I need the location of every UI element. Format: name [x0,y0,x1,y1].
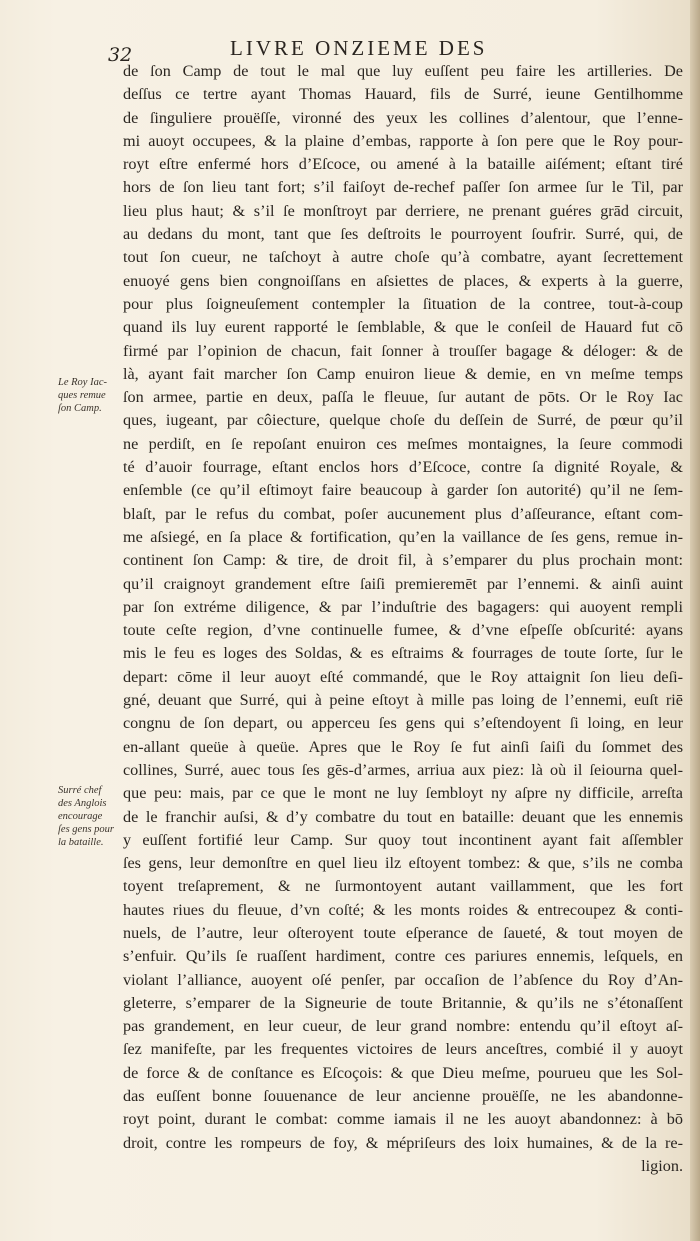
text-line: depart: cōme il leur auoyt eſté commandé, que le Roy attaignit ſon lieu deſi- [123,667,683,686]
text-line: tout ſon cueur, ne taſchoyt à autre choſe qu’à combatre, ayant ſecrettement [123,248,683,267]
text-line: ques, iugeant, par côiecture, quelque choſe du deſſein de Surré, de pœur qu’il [123,411,683,430]
text-line: quand ils luy eurent rapporté le ſemblable, & que le conſeil de Hauard fut cō [123,318,683,337]
text-line: qu’il craignoyt grandement eſtre ſaiſi premieremēt par l’ennemi. & ainſi auint [123,574,683,593]
text-line: gleterre, s’emparer de la Signeurie de toute Britannie, & qu’ils ne s’étonaſſent [123,993,683,1012]
text-line: hors de ſon lieu tant fort; s’il faiſoyt de-rechef paſſer ſon armee ſur le Til, par [123,178,683,197]
text-line: gné, deuant que Surré, qui à peine eſtoyt à mille pas loing de l’ennemi, euſt riē [123,691,683,710]
text-line: nuels, de l’autre, leur oſteroyent toute eſperance de ſaueté, & tout moyen de [123,923,683,942]
margin-note-line: la bataille. [58,837,104,848]
text-line: das euſſent bonne ſouuenance de leur ancienne prouëſſe, ne les abandonne- [123,1087,683,1106]
text-line: royt eſtre enfermé hors d’Eſcoce, ou amené à la bataille aiſément; eſtant tiré [123,155,683,174]
page-edge [690,0,700,1241]
text-line: ſon armee, partie en deux, paſſa le fleuue, ſur autant de pōts. Or le Roy Iac [123,388,683,407]
text-line: en-allant queüe à queüe. Apres que le Roy ſe fut ainſi ſaiſi du ſommet des [123,737,683,756]
text-line: ligion. [641,1156,683,1175]
margin-note-line: ſon Camp. [58,403,102,414]
margin-note-line: ques remue [58,390,106,401]
text-line: ſez manifeſte, par les frequentes victoires de leurs anceſtres, combié il y auoyt [123,1040,683,1059]
text-line: de ſon Camp de tout le mal que luy euſſent peu faire les artilleries. De [123,62,683,80]
page-number: 32 [108,44,133,66]
text-line: collines, Surré, auec tous ſes gēs-d’armes, arriua aux piez: là où il ſeiourna quel- [123,760,683,779]
text-line: blaſt, par le refus du combat, poſer aucunement plus d’aſſeurance, eſtant com- [123,504,683,523]
text-line: continent ſon Camp: & tire, de droit fil, à s’emparer du plus prochain mont: [123,551,683,570]
running-head: LIVRE ONZIEME DES [230,36,488,60]
text-line: té d’auoir fourrage, eſtant enclos hors d’Eſcoce, contre ſa dignité Royale, & [123,458,683,477]
text-line: congnu de ſon depart, ou apperceu ſes gens qui s’eſtendoyent ſi loing, en leur [123,714,683,733]
text-line: ſes gens, leur demonſtre en quel lieu ilz eſtoyent tombez: & que, s’ils ne comba [123,854,683,873]
text-line: lieu plus haut; & s’il ſe monſtroyt par derriere, ne prenant guéres grād circuit, [123,201,683,220]
text-line: que peu: mais, par ce que le mont ne luy ſembloyt ny aſpre ny difficile, arreſta [123,784,683,803]
text-line: hautes riues du fleuue, d’vn coſté; & les monts roides & entrecoupez & conti- [123,900,683,919]
text-line: là, ayant fait marcher ſon Camp enuiron lieue & demie, en vn meſme temps [123,364,683,383]
text-line: ne perdiſt, en ſe repoſant enuiron ces meſmes montaignes, la ſeure commodi [123,434,683,453]
text-line: pas grandement, en leur cueur, de leur grand nombre: entendu qu’il eſtoyt aſ- [123,1017,683,1036]
text-line: par ſon extréme diligence, & par l’induſtrie des bagagers: qui auoyent rempli [123,597,683,616]
margin-note-line: Le Roy Iac- [58,377,107,388]
text-line: pour plus ſoigneuſement contempler la ſituation de la contree, tout-à-coup [123,294,683,313]
text-line: droit, contre les rompeurs de foy, & mépriſeurs des loix humaines, & de la re- [123,1133,683,1152]
body-text [123,60,683,1178]
text-line: au dedans du mont, tant que ſes deſtroits le pourroyent ſoufrir. Surré, qui, de [123,225,683,244]
text-line: enſemble (ce qu’il eſtimoyt faire beaucoup à garder ſon autorité) qu’il ne ſem- [123,481,683,500]
text-line: mi auoyt occupees, & la plaine d’embas, rapporte à ſon pere que le Roy pour- [123,131,683,150]
text-line: deſſus ce tertre ayant Thomas Hauard, fils de Surré, ieune Gentilhomme [123,85,683,104]
text-line: de ſinguliere prouëſſe, vironné des yeux les collines d’alentour, que l’enne- [123,108,683,127]
text-line: y euſſent fortifié leur Camp. Sur quoy tout incontinent ayant fait aſſembler [123,830,683,849]
margin-note-line: encourage [58,811,103,822]
margin-note-roy-iacques [58,376,107,415]
margin-note-line: Surré chef [58,785,102,796]
text-line: de force & de conſtance es Eſcoçois: & que Dieu meſme, pourueu que les Sol- [123,1063,683,1082]
text-line: me aſsiegé, en ſa place & fortification, qu’en la vaillance de ſes gens, remue in- [123,527,683,546]
text-line: enuoyé gens bien congnoiſſans en aſsiettes de places, & experts à la guerre, [123,271,683,290]
text-line: toyent treſaprement, & ne ſurmontoyent autant vaillamment, que les fort [123,877,683,896]
margin-note-surre [58,784,114,849]
text-line: de le franchir auſsi, & d’y combatre du tout en bataille: deuant que les ennemis [123,807,683,826]
text-line: toute ceſte region, d’vne continuelle fumee, & d’vne eſpeſſe obſcurité: ayans [123,621,683,640]
text-line: violant l’alliance, auoyent oſé penſer, par occaſion de l’abſence du Roy d’An- [123,970,683,989]
text-line: royt point, durant le combat: comme iamais il ne les auoyt abandonnez: à bō [123,1110,683,1129]
margin-note-line: ſes gens pour [58,824,114,835]
text-line: firmé par l’opinion de chacun, fait ſonner à trouſſer bagage & déloger: & de [123,341,683,360]
text-line: mis le feu es loges des Soldas, & es eſtraims & fourrages de toute ſorte, ſur le [123,644,683,663]
text-line: s’enfuir. Qu’ils ſe ruaſſent hardiment, contre ces pariures ennemis, leſquels, en [123,947,683,966]
margin-note-line: des Anglois [58,798,107,809]
